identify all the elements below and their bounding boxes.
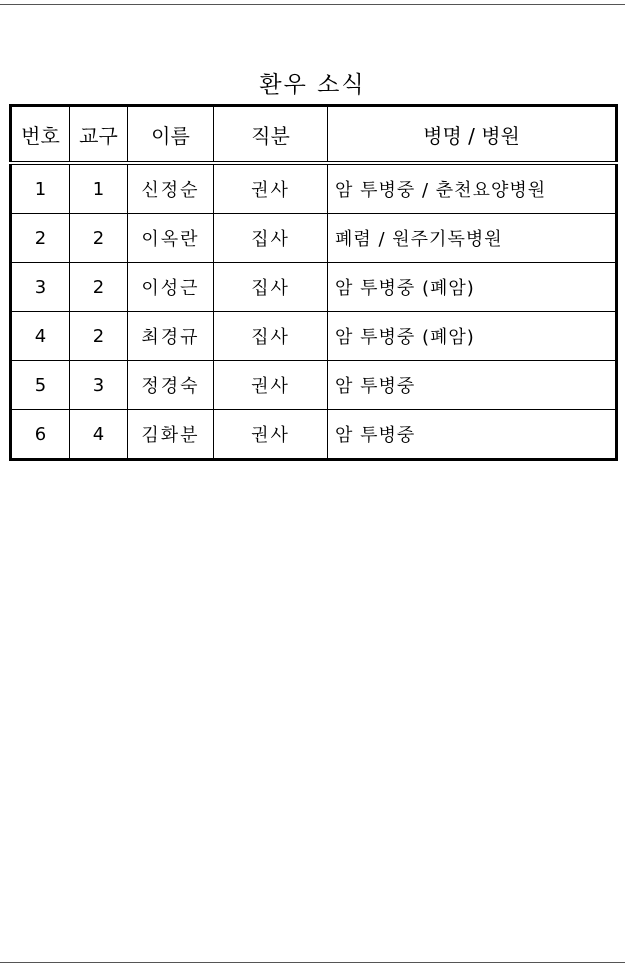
cell-district: 2: [70, 214, 128, 263]
table-row: [11, 214, 617, 263]
cell-position: 권사: [214, 361, 328, 410]
cell-name: 이성근: [128, 263, 214, 312]
header-name: 이름: [128, 106, 214, 164]
table-row: [11, 410, 617, 460]
cell-number: 2: [11, 214, 70, 263]
cell-illness-hospital: 암 투병중 / 춘천요양병원: [328, 163, 617, 214]
cell-number: 6: [11, 410, 70, 460]
table-row: [11, 361, 617, 410]
cell-number: 4: [11, 312, 70, 361]
header-number: 번호: [11, 106, 70, 164]
cell-district: 3: [70, 361, 128, 410]
top-rule: [0, 4, 625, 5]
header-district: 교구: [70, 106, 128, 164]
cell-position: 집사: [214, 214, 328, 263]
cell-name: 김화분: [128, 410, 214, 460]
cell-name: 정경숙: [128, 361, 214, 410]
cell-name: 이옥란: [128, 214, 214, 263]
table-row: [11, 263, 617, 312]
table-row: [11, 312, 617, 361]
header-illness-hospital: 병명 / 병원: [328, 106, 617, 164]
cell-position: 집사: [214, 312, 328, 361]
cell-illness-hospital: 암 투병중: [328, 361, 617, 410]
cell-district: 1: [70, 163, 128, 214]
cell-number: 1: [11, 163, 70, 214]
cell-position: 권사: [214, 163, 328, 214]
cell-illness-hospital: 암 투병중 (폐암): [328, 312, 617, 361]
cell-position: 권사: [214, 410, 328, 460]
cell-number: 5: [11, 361, 70, 410]
cell-name: 신정순: [128, 163, 214, 214]
cell-name: 최경규: [128, 312, 214, 361]
bottom-rule: [0, 962, 625, 963]
table-row: [11, 163, 617, 214]
page-title: 환우 소식: [259, 72, 366, 98]
header-position: 직분: [214, 106, 328, 164]
cell-illness-hospital: 암 투병중 (폐암): [328, 263, 617, 312]
cell-illness-hospital: 암 투병중: [328, 410, 617, 460]
table-header-row: [11, 106, 617, 164]
patient-news-table: [9, 104, 618, 461]
cell-district: 2: [70, 263, 128, 312]
cell-district: 2: [70, 312, 128, 361]
cell-number: 3: [11, 263, 70, 312]
cell-illness-hospital: 폐렴 / 원주기독병원: [328, 214, 617, 263]
cell-position: 집사: [214, 263, 328, 312]
cell-district: 4: [70, 410, 128, 460]
